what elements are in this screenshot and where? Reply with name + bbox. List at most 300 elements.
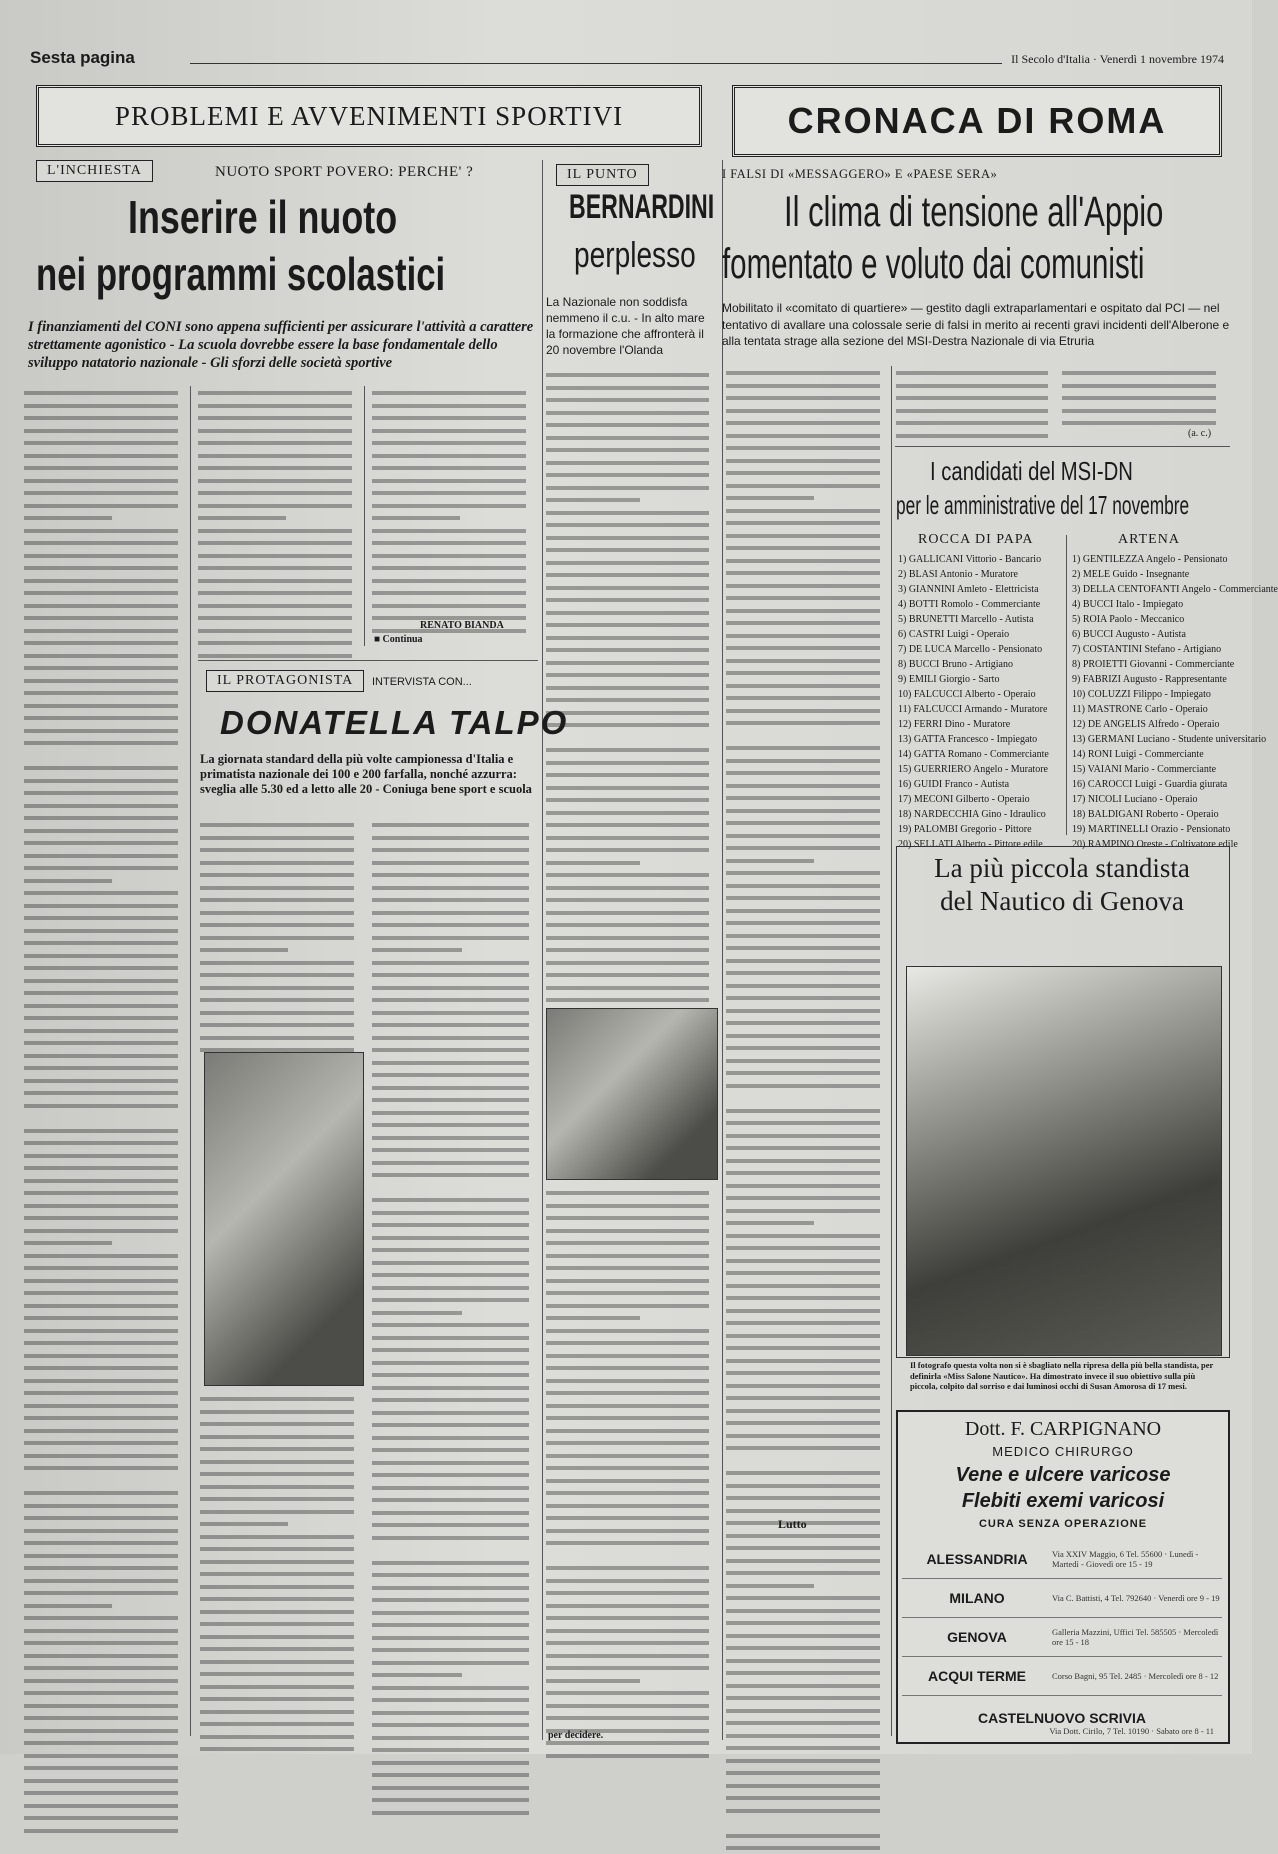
text-line [200, 931, 360, 944]
text-line [200, 1630, 360, 1643]
text-line [726, 616, 886, 629]
text-line [726, 541, 886, 554]
text-line [546, 1549, 716, 1562]
text-line [24, 636, 184, 649]
candidate-entry: 7) DE LUCA Marcello - Pensionato [898, 644, 1043, 655]
text-line [546, 1274, 716, 1287]
text-line [24, 1361, 184, 1374]
text-line [1062, 379, 1222, 392]
text-line [726, 1754, 886, 1767]
text-line [24, 1736, 184, 1749]
text-line [726, 1291, 886, 1304]
text-line [24, 1236, 184, 1249]
text-line [726, 1629, 886, 1642]
text-line [372, 1656, 536, 1669]
text-line [896, 404, 1054, 417]
text-line [24, 1824, 184, 1837]
candidate-entry: 1) GENTILEZZA Angelo - Pensionato [1072, 554, 1228, 565]
text-line [546, 1299, 716, 1312]
text-line [546, 1349, 716, 1362]
text-line [24, 1536, 184, 1549]
roma-section-banner [732, 85, 1222, 157]
candidate-entry: 8) PROIETTI Giovanni - Commerciante [1072, 659, 1235, 670]
sport-lead: I finanziamenti del CONI sono appena sufficienti per assicurare l'attività a carattere strettamente agonistico - La scuola dovrebbe essere la base fondamentale dello sviluppo natatorio nazionale - Gli sforzi delle società sportive [28, 319, 534, 371]
text-line [372, 1643, 536, 1656]
text-line [726, 1204, 886, 1217]
text-line [200, 1492, 360, 1505]
text-line [200, 993, 360, 1006]
text-line [372, 1318, 536, 1331]
text-line [198, 536, 358, 549]
text-line [200, 1730, 360, 1743]
text-line [372, 1743, 536, 1756]
candidate-entry: 16) GUIDI Franco - Autista [898, 779, 1010, 790]
text-line [726, 779, 886, 792]
text-line [24, 1274, 184, 1287]
text-line [726, 1604, 886, 1617]
text-line [726, 1066, 886, 1079]
text-line [200, 968, 360, 981]
text-line [726, 1304, 886, 1317]
text-line [24, 1036, 184, 1049]
text-line [24, 561, 184, 574]
text-line [24, 449, 184, 462]
text-line [372, 1231, 536, 1244]
text-line [546, 1486, 716, 1499]
text-line [726, 1216, 886, 1229]
text-line [372, 1331, 536, 1344]
text-line [726, 704, 886, 717]
text-line [24, 1161, 184, 1174]
standista-headline [896, 852, 1228, 918]
text-line [726, 1466, 886, 1479]
text-line [200, 1517, 360, 1530]
text-line [726, 891, 886, 904]
text-line [372, 968, 536, 981]
text-line [198, 549, 358, 562]
text-line [726, 829, 886, 842]
text-line [200, 1692, 360, 1705]
text-line [24, 1436, 184, 1449]
protagonista-overline: INTERVISTA CON... [372, 676, 472, 688]
text-line [24, 824, 184, 837]
text-line [546, 1311, 716, 1324]
text-line [372, 893, 536, 906]
text-line [24, 1724, 184, 1737]
text-line [24, 1574, 184, 1587]
text-line [24, 1786, 184, 1799]
text-line [200, 1667, 360, 1680]
text-line [200, 918, 360, 931]
text-line [726, 1266, 886, 1279]
text-line [198, 474, 358, 487]
ad-city-name: CASTELNUOVO SCRIVIA [977, 1710, 1146, 1726]
text-line [726, 841, 886, 854]
text-line [726, 416, 886, 429]
text-line [546, 943, 716, 956]
text-line [546, 1199, 716, 1212]
text-line [372, 1168, 536, 1181]
text-line [24, 786, 184, 799]
text-line [726, 1341, 886, 1354]
text-line [24, 1561, 184, 1574]
text-line [546, 881, 716, 894]
text-line [726, 1654, 886, 1667]
candidati-left-title: ROCCA DI PAPA [918, 532, 1034, 547]
text-line [24, 1061, 184, 1074]
text-line [726, 766, 886, 779]
text-line [546, 1699, 716, 1712]
text-line [726, 1454, 886, 1467]
text-line [726, 1504, 886, 1517]
text-line [726, 454, 886, 467]
text-line [546, 743, 716, 756]
column-rule [722, 160, 723, 1740]
text-line [546, 918, 716, 931]
text-line [24, 1211, 184, 1224]
text-line [200, 1567, 360, 1580]
text-line [372, 1418, 536, 1431]
text-line [726, 991, 886, 1004]
text-line [726, 466, 886, 479]
text-line [726, 441, 886, 454]
text-line [24, 499, 184, 512]
text-line [372, 424, 532, 437]
text-line [546, 981, 716, 994]
text-line [372, 931, 536, 944]
text-line [372, 1156, 536, 1169]
text-line [546, 1649, 716, 1662]
text-line [546, 468, 716, 481]
sport-continua-label: Continua [382, 634, 423, 645]
text-line [546, 1286, 716, 1299]
text-line [198, 586, 358, 599]
text-line [372, 906, 536, 919]
text-line [372, 1506, 536, 1519]
text-line [726, 729, 886, 742]
roma-banner-title: CRONACA DI ROMA [787, 100, 1167, 141]
text-line [200, 1018, 360, 1031]
text-line [546, 1461, 716, 1474]
text-line [200, 1442, 360, 1455]
text-line [24, 1586, 184, 1599]
text-line [896, 379, 1054, 392]
candidate-entry: 4) BUCCI Italo - Impiegato [1072, 599, 1184, 610]
text-line [24, 1636, 184, 1649]
text-line [24, 1611, 184, 1624]
text-line [726, 1254, 886, 1267]
text-line [546, 931, 716, 944]
candidate-entry: 10) FALCUCCI Alberto - Operaio [898, 689, 1036, 700]
text-line [372, 1518, 536, 1531]
text-line [24, 1311, 184, 1324]
text-line [198, 424, 358, 437]
candidate-entry: 19) MARTINELLI Orazio - Pensionato [1072, 824, 1231, 835]
text-line [372, 1481, 536, 1494]
text-line [372, 486, 532, 499]
ad-line-1: Vene e ulcere varicose [955, 1464, 1171, 1486]
text-line [200, 1505, 360, 1518]
punto-headline-1: BERNARDINI [569, 188, 715, 226]
sport-kicker: L'INCHIESTA [36, 160, 153, 182]
text-line [726, 679, 886, 692]
masthead-rule [190, 63, 1002, 64]
text-line [726, 816, 886, 829]
candidate-entry: 9) EMILI Giorgio - Sarto [898, 674, 1000, 685]
text-line [24, 1686, 184, 1699]
text-line [200, 1617, 360, 1630]
text-line [24, 961, 184, 974]
text-line [24, 1174, 184, 1187]
text-line [372, 436, 532, 449]
text-line [726, 1716, 886, 1729]
text-line [372, 1206, 536, 1219]
ad-line-2: Flebiti exemi varicosi [961, 1490, 1165, 1512]
candidate-entry: 2) BLASI Antonio - Muratore [898, 569, 1018, 580]
punto-headline-2: perplesso [574, 234, 696, 275]
text-line [726, 1104, 886, 1117]
text-line [546, 956, 716, 969]
text-line [372, 1356, 536, 1369]
candidati-headline-2: per le amministrative del 17 novembre [896, 490, 1190, 520]
text-line [24, 686, 184, 699]
text-line [24, 1186, 184, 1199]
text-line [24, 1411, 184, 1424]
text-line [24, 399, 184, 412]
text-line [726, 879, 886, 892]
candidate-entry: 10) COLUZZI Filippo - Impiegato [1072, 689, 1211, 700]
text-line [372, 1293, 536, 1306]
text-line [726, 1816, 886, 1829]
text-line [24, 1811, 184, 1824]
ad-city-address: Via XXIV Maggio, 6 Tel. 55600 · Lunedì - Martedì - Giovedì ore 15 - 19 [1052, 1549, 1199, 1569]
text-line [546, 618, 716, 631]
text-line [726, 1666, 886, 1679]
text-line [24, 836, 184, 849]
text-line [200, 1717, 360, 1730]
text-line [372, 1493, 536, 1506]
text-line [726, 854, 886, 867]
text-line [546, 1686, 716, 1699]
text-line [372, 524, 532, 537]
text-line [24, 1499, 184, 1512]
text-line [546, 668, 716, 681]
text-line [198, 436, 358, 449]
text-line [726, 1091, 886, 1104]
ad-city-address: Corso Bagni, 95 Tel. 2485 · Mercoledì ore 8 - 12 [1052, 1671, 1219, 1681]
candidati-right-title: ARTENA [1118, 532, 1180, 547]
text-line [372, 1256, 536, 1269]
text-line [546, 793, 716, 806]
text-line [372, 1218, 536, 1231]
text-line [726, 1404, 886, 1417]
ad-city-address: Galleria Mazzini, Uffici Tel. 585505 · Mercoledì ore 15 - 18 [1052, 1627, 1219, 1647]
text-line [726, 1329, 886, 1342]
text-line [546, 868, 716, 881]
text-line [200, 1031, 360, 1044]
text-line [546, 1749, 716, 1762]
candidate-entry: 14) RONI Luigi - Commerciante [1072, 749, 1204, 760]
protagonista-kicker: IL PROTAGONISTA [206, 670, 364, 692]
text-line [200, 1742, 360, 1755]
text-line [372, 1468, 536, 1481]
text-line [198, 449, 358, 462]
page-section-label: Sesta pagina [30, 48, 135, 67]
text-line [726, 1279, 886, 1292]
text-line [24, 461, 184, 474]
text-line [24, 661, 184, 674]
candidate-entry: 14) GATTA Romano - Commerciante [898, 749, 1049, 760]
ad-city-row [902, 1695, 1222, 1750]
text-line [372, 1031, 536, 1044]
candidate-entry: 5) ROIA Paolo - Meccanico [1072, 614, 1185, 625]
section-rule [198, 660, 538, 661]
text-line [726, 1016, 886, 1029]
text-line [372, 386, 532, 399]
text-line [198, 524, 358, 537]
text-line [546, 1336, 716, 1349]
text-line [726, 629, 886, 642]
text-line [24, 899, 184, 912]
text-line [198, 636, 358, 649]
text-line [24, 1349, 184, 1362]
text-line [546, 768, 716, 781]
text-line [198, 499, 358, 512]
text-line [24, 1486, 184, 1499]
text-line [546, 1574, 716, 1587]
text-line [372, 1631, 536, 1644]
roma-overline: I FALSI DI «MESSAGGERO» E «PAESE SERA» [722, 167, 998, 181]
text-line [726, 1591, 886, 1604]
text-line [726, 366, 886, 379]
text-line [24, 524, 184, 537]
roma-lead: Mobilitato il «comitato di quartiere» — gestito dagli extraparlamentari e ospitato dal PCI — nel tentativo di avallare una colossale serie di falsi in merito ai recenti gravi incidenti dell'Alberone e alla tentata strage alla sezione del MSI-Destra Nazionale di via Etruria [722, 301, 1230, 348]
text-line [372, 1393, 536, 1406]
text-line [200, 1455, 360, 1468]
text-line [372, 981, 536, 994]
text-line [200, 1705, 360, 1718]
candidate-entry: 6) BUCCI Augusto - Autista [1072, 629, 1186, 640]
candidate-entry: 12) FERRI Dino - Muratore [898, 719, 1011, 730]
text-line [546, 1374, 716, 1387]
text-line [546, 556, 716, 569]
punto-article-column [546, 368, 716, 998]
text-line [372, 1006, 536, 1019]
text-line [546, 1361, 716, 1374]
text-line [546, 1599, 716, 1612]
punto-lead: La Nazionale non soddisfa nemmeno il c.u. - In alto mare la formazione che affronterà il 20 novembre l'Olanda [546, 295, 705, 357]
roma-signature: (a. c.) [1188, 428, 1212, 439]
text-line [200, 1405, 360, 1418]
text-line [24, 911, 184, 924]
text-line [24, 1599, 184, 1612]
text-line [546, 406, 716, 419]
text-line [372, 918, 536, 931]
candidate-entry: 9) FABRIZI Augusto - Rappresentante [1072, 674, 1227, 685]
roma-article-column-2 [896, 366, 1054, 436]
candidate-entry: 19) PALOMBI Gregorio - Pittore [898, 824, 1032, 835]
text-line [726, 1241, 886, 1254]
text-line [726, 1804, 886, 1817]
candidate-entry: 6) CASTRI Luigi - Operaio [898, 629, 1010, 640]
text-line [546, 456, 716, 469]
text-line [546, 1261, 716, 1274]
text-line [546, 381, 716, 394]
text-line [24, 1299, 184, 1312]
text-line [24, 1374, 184, 1387]
text-line [726, 1779, 886, 1792]
text-line [546, 393, 716, 406]
sport-article-column-2 [198, 386, 358, 646]
text-line [200, 1392, 360, 1405]
text-line [726, 1829, 886, 1842]
text-line [726, 379, 886, 392]
text-line [546, 1236, 716, 1249]
text-line [200, 1430, 360, 1443]
text-line [24, 774, 184, 787]
text-line [372, 1343, 536, 1356]
text-line [896, 391, 1054, 404]
text-line [372, 1043, 536, 1056]
text-line [24, 1624, 184, 1637]
candidate-entry: 5) BRUNETTI Marcello - Autista [898, 614, 1034, 625]
text-line [726, 1479, 886, 1492]
ad-city-row [902, 1656, 1222, 1695]
text-line [24, 849, 184, 862]
text-line [546, 1424, 716, 1437]
text-line [24, 1324, 184, 1337]
text-line [726, 391, 886, 404]
candidate-entry: 12) DE ANGELIS Alfredo - Operaio [1072, 719, 1220, 730]
text-line [546, 581, 716, 594]
text-line [24, 1649, 184, 1662]
text-line [198, 561, 358, 574]
text-line [24, 736, 184, 749]
text-line [24, 424, 184, 437]
text-line [726, 1741, 886, 1754]
text-line [198, 511, 358, 524]
text-line [24, 1086, 184, 1099]
text-line [372, 449, 532, 462]
text-line [546, 831, 716, 844]
text-line [200, 1655, 360, 1668]
text-line [726, 516, 886, 529]
text-line [726, 604, 886, 617]
sport-section-banner [36, 85, 702, 147]
text-line [24, 1336, 184, 1349]
candidate-entry: 13) GATTA Francesco - Impiegato [898, 734, 1038, 745]
text-line [24, 986, 184, 999]
text-line [546, 968, 716, 981]
text-line [24, 611, 184, 624]
text-line [372, 1568, 536, 1581]
text-line [200, 956, 360, 969]
text-line [24, 1224, 184, 1237]
text-line [24, 411, 184, 424]
text-line [372, 1193, 536, 1206]
text-line [24, 586, 184, 599]
text-line [726, 529, 886, 542]
text-line [372, 1793, 536, 1806]
text-line [1062, 416, 1222, 429]
text-line [546, 531, 716, 544]
text-line [546, 568, 716, 581]
text-line [546, 893, 716, 906]
text-line [372, 1543, 536, 1556]
text-line [546, 1711, 716, 1724]
text-line [546, 1211, 716, 1224]
ad-city-list [902, 1540, 1222, 1750]
